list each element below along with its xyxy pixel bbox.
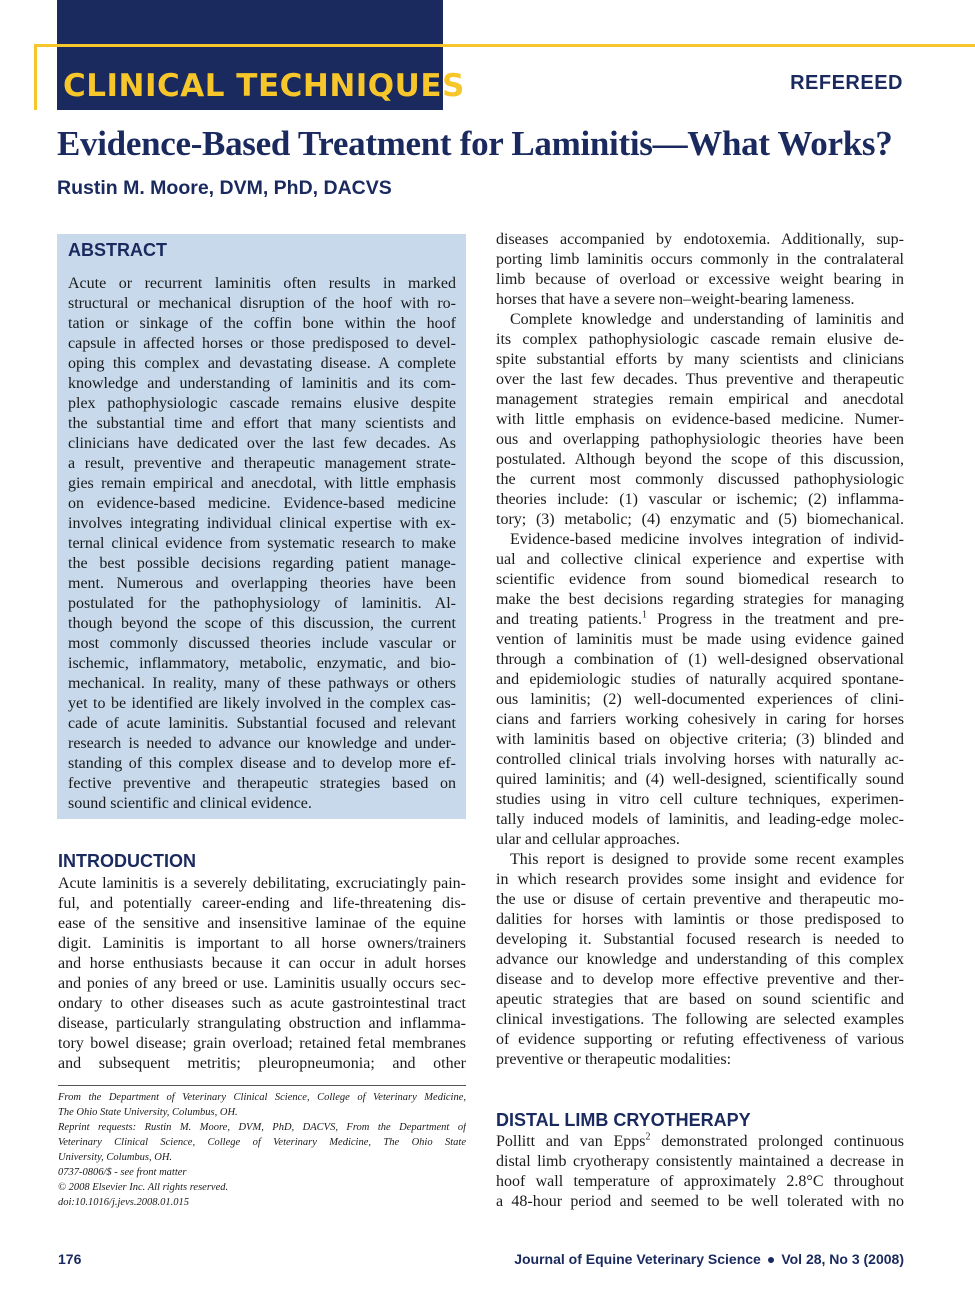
text-line: make the best decisions regarding strategies for managing [496,591,904,608]
text-line: its complex pathophysiologic cascade remain elusive de- [496,331,904,348]
journal-name: Journal of Equine Veterinary Science [514,1251,761,1267]
text-line: the current most commonly discussed pathophysiologic [496,471,904,488]
introduction-text [58,874,466,1074]
footnote-divider [58,1085,466,1086]
text-line: ment. Numerous and overlapping theories have been [68,575,456,592]
text-line: scientific evidence from sound biomedical research to [496,571,904,588]
text-line: diseases accompanied by endotoxemia. Additionally, sup- [496,231,904,248]
text-line: preventive or therapeutic modalities: [496,1051,732,1068]
text-line: though beyond the scope of this discussion, the current [68,615,456,632]
text-line: through a combination of (1) well-designed observational [496,651,904,668]
text-line: management strategies remain empirical and anecdotal [496,391,904,408]
distal-limb-heading: DISTAL LIMB CRYOTHERAPY [496,1110,751,1130]
text-line: spite substantial efforts by many scientists and clinicians [496,351,904,368]
text-line: digit. Laminitis is important to all horse owners/trainers [58,935,466,952]
text-line: standing of this complex disease and to develop more ef- [68,755,456,772]
text-line: a result, preventive and therapeutic management strate- [68,455,456,472]
text-line: University, Columbus, OH. [58,1152,173,1163]
text-line: involves integrating individual clinical expertise with ex- [68,515,456,532]
text-line: This report is designed to provide some recent examples [510,851,904,868]
text-line: in which research provides some insight and evidence for [496,871,904,888]
text-line: porting limb laminitis occurs commonly in the contralateral [496,251,904,268]
text-line: and horse enthusiasts because it can occur in adult horses [58,955,466,972]
text-line: cade of acute laminitis. Substantial focused and relevant [68,715,456,732]
text-line: the best possible decisions regarding patient manage- [68,555,456,572]
text-line: Reprint requests: Rustin M. Moore, DVM, PhD, DACVS, From the Department of [58,1122,466,1133]
distal-limb-text [496,1132,904,1212]
text-line: © 2008 Elsevier Inc. All rights reserved. [58,1182,229,1193]
text-line: knowledge and understanding of laminitis and its com- [68,375,456,392]
author-line: Rustin M. Moore, DVM, PhD, DACVS [57,177,392,199]
text-line: horses that have a severe non–weight-bearing lameness. [496,291,855,308]
text-line: ternal clinical evidence from systematic research to make [68,535,456,552]
text-line: structural or mechanical disruption of the hoof with ro- [68,295,456,312]
abstract-heading: ABSTRACT [68,240,167,260]
text-line: oping this complex and devastating disease. A complete [68,355,456,372]
reference-marker: 1 [641,610,647,621]
text-line: plex pathophysiologic cascade remains elusive despite [68,395,456,412]
text-line: postulated for the pathophysiology of laminitis. Al- [68,595,456,612]
text-line: Complete knowledge and understanding of laminitis and [510,311,904,328]
text-line: vention of laminitis must be made using evidence gained [496,631,904,648]
text-line: disease and to develop more effective preventive and ther- [496,971,904,988]
text-line: postulated. Although beyond the scope of this discussion, [496,451,904,468]
text-line: ful, and potentially career-ending and life-threatening dis- [58,895,466,912]
text-line: and ponies of any breed or use. Laminitis usually occurs sec- [58,975,466,992]
text-line: ondary to other diseases such as acute gastrointestinal tract [58,995,466,1012]
text-line: tation or sinkage of the coffin bone within the hoof [68,315,456,332]
text-line: with laminitis based on objective criteria; (3) blinded and [496,731,904,748]
text-line: limb because of overload or excessive weight bearing in [496,271,904,288]
reference-marker: 2 [645,1132,651,1143]
text-line: 0737-0806/$ - see front matter [58,1167,187,1178]
text-line: research is needed to advance our knowledge and under- [68,735,456,752]
text-line: ous laminitis; (2) well-documented experiences of clini- [496,691,904,708]
text-line: clinicians have dedicated over the last few decades. As [68,435,456,452]
text-line: ease of the sensitive and insensitive laminae of the equine [58,915,466,932]
text-line: Veterinary Clinical Science, College of Veterinary Medicine, The Ohio State [58,1137,466,1148]
header-rule [34,44,975,47]
text-line: and treating patients.$^1$ Progress in the treatment and pre- [496,610,904,628]
abstract-text [68,274,456,814]
text-line: From the Department of Veterinary Clinical Science, College of Veterinary Medicine, [58,1092,466,1103]
text-line: most commonly discussed theories include vascular or [68,635,456,652]
refereed-label: REFEREED [790,72,903,94]
text-line: studies using in vitro cell culture techniques, experimen- [496,791,904,808]
text-line: distal limb cryotherapy consistently maintained a decrease in [496,1153,904,1170]
text-line: dalities for horses with lamintis or those predisposed to [496,911,904,928]
text-line: yet to be identified are likely involved in the complex cas- [68,695,456,712]
text-line: cians and farriers working cohesively in caring for horses [496,711,904,728]
text-line: disease, particularly strangulating obstruction and inflamma- [58,1015,466,1032]
text-line: over the last few decades. Thus preventive and therapeutic [496,371,904,388]
text-line: gies remain empirical and anecdotal, with little emphasis [68,475,456,492]
text-line: the use or disuse of certain preventive and therapeutic mo- [496,891,904,908]
text-line: hoof wall temperature of approximately 2.8°C throughout [496,1173,904,1190]
text-line: a 48-hour period and seemed to be well tolerated with no [496,1193,904,1210]
text-line: tory bowel disease; grain overload; retained fetal membranes [58,1035,466,1052]
text-line: advance our knowledge and understanding of this complex [496,951,904,968]
text-line: the substantial time and effort that many scientists and [68,415,456,432]
bullet-separator: ● [766,1251,776,1267]
journal-citation [514,1251,904,1267]
text-line: on evidence-based medicine. Evidence-based medicine [68,495,456,512]
text-line: clinical investigations. The following are selected examples [496,1011,904,1028]
text-line: theories include: (1) vascular or ischemic; (2) inflamma- [496,491,904,508]
text-line: Acute laminitis is a severely debilitating, excruciatingly pain- [58,875,466,892]
section-label: CLINICAL TECHNIQUES [63,68,465,104]
text-line: and subsequent metritis; pleuropneumonia; and other [58,1055,466,1072]
page-number: 176 [58,1251,82,1267]
text-line: and epidemiologic studies of naturally acquired spontane- [496,671,904,688]
text-line: Acute or recurrent laminitis often results in marked [68,275,456,292]
text-line: Evidence-based medicine involves integration of individ- [510,531,904,548]
header-rule-left [34,44,37,110]
text-line: quired laminitis; and (4) well-designed, scientifically sound [496,771,904,788]
text-line: controlled clinical trials involving horses with naturally ac- [496,751,904,768]
text-line: of evidence supporting or refuting effectiveness of various [496,1031,904,1048]
introduction-heading: INTRODUCTION [58,851,196,871]
text-line: tally induced models of laminitis, and leading-edge molec- [496,811,904,828]
text-line: with little emphasis on evidence-based medicine. Numer- [496,411,904,428]
right-column-text [496,230,904,1070]
text-line: tory; (3) metabolic; (4) enzymatic and (5) biomechanical. [496,511,904,528]
text-line: mechanical. In reality, many of these pathways or others [68,675,456,692]
journal-volume: Vol 28, No 3 (2008) [781,1251,904,1267]
text-line: ual and collective clinical experience and expertise with [496,551,904,568]
text-line: capsule in affected horses or those predisposed to devel- [68,335,456,352]
footnotes [58,1090,466,1210]
text-line: sound scientific and clinical evidence. [68,795,312,812]
text-line: apeutic strategies that are based on sound scientific and [496,991,904,1008]
text-line: Pollitt and van Epps$^2$ demonstrated prolonged continuous [496,1132,904,1150]
text-line: ischemic, inflammatory, metabolic, enzymatic, and bio- [68,655,456,672]
text-line: The Ohio State University, Columbus, OH. [58,1107,238,1118]
text-line: doi:10.1016/j.jevs.2008.01.015 [58,1197,189,1208]
text-line: developing it. Substantial focused research is needed to [496,931,904,948]
section-banner [57,0,465,110]
text-line: ular and cellular approaches. [496,831,680,848]
text-line: ous and overlapping pathophysiologic theories have been [496,431,904,448]
text-line: fective preventive and therapeutic strategies based on [68,775,456,792]
article-title: Evidence-Based Treatment for Laminitis—What Works? [57,124,893,163]
